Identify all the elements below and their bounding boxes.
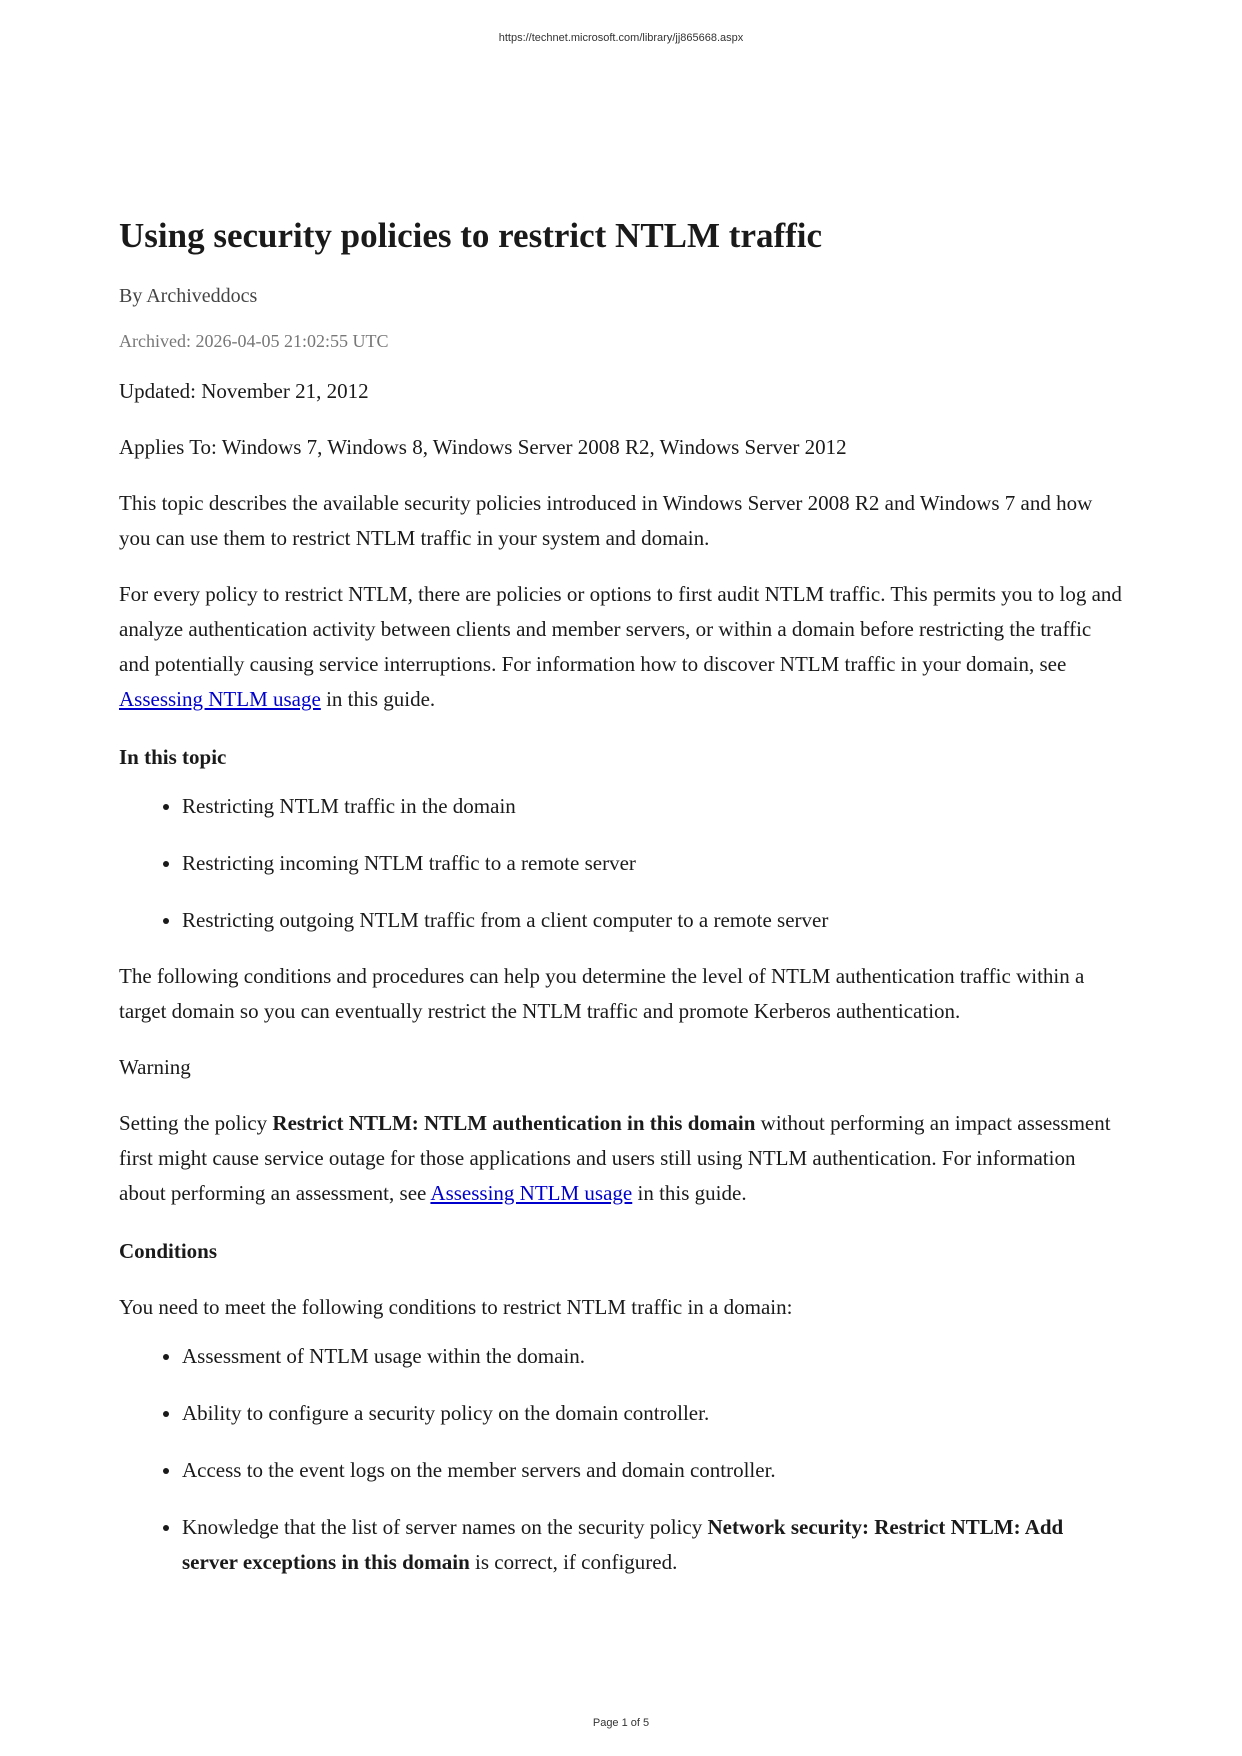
conditions-intro-paragraph: The following conditions and procedures can help you determine the level of NTLM authentication traffic within a target domain so you can eventually restrict the NTLM traffic and promote Kerberos authentication. <box>119 964 1085 1023</box>
warning-paragraph <box>119 1106 1124 1211</box>
audit-paragraph <box>119 577 1124 717</box>
page-title: Using security policies to restrict NTLM traffic <box>119 216 823 255</box>
assessing-ntlm-usage-link-2[interactable]: Assessing NTLM usage <box>430 1181 633 1205</box>
audit-text: For every policy to restrict NTLM, there are policies or options to first audit NTLM traffic. This permits you to log and analyze authentication activity between clients and member servers, or within a domain before restricting the traffic and potentially causing service interruptions. For information how to discover NTLM traffic in your domain, see <box>119 582 1122 676</box>
conditions-list <box>119 1339 1124 1580</box>
warning-label: Warning <box>119 1055 191 1079</box>
policy-name: Restrict NTLM: NTLM authentication in this domain <box>272 1111 756 1135</box>
page-url: https://technet.microsoft.com/library/jj865668.aspx <box>498 32 744 44</box>
article <box>119 216 1124 1580</box>
list-item: • Restricting outgoing NTLM traffic from a client computer to a remote server <box>182 903 1124 938</box>
warning-text-middle: without performing an impact assessment first might cause service outage for those applications and users still using NTLM authentication. For information about performing an assessment, see <box>119 1111 1111 1205</box>
applies-to: Applies To: Windows 7, Windows 8, Windows Server 2008 R2, Windows Server 2012 <box>119 435 847 459</box>
list-item: • Assessment of NTLM usage within the domain. <box>182 1339 1124 1374</box>
warning-text: Setting the policy <box>119 1111 273 1135</box>
list-item-text: Knowledge that the list of server names on the security policy <box>182 1515 708 1539</box>
list-item: • Restricting NTLM traffic in the domain <box>182 789 1124 824</box>
byline: By Archiveddocs <box>119 285 258 307</box>
list-item: • Access to the event logs on the member servers and domain controller. <box>182 1453 1124 1488</box>
policy-name: Network security: Restrict NTLM: Add server exceptions in this domain <box>182 1515 1064 1574</box>
archived-timestamp: Archived: 2026-04-05 21:02:55 UTC <box>119 331 389 351</box>
updated-date: Updated: November 21, 2012 <box>119 379 369 403</box>
conditions-heading: Conditions <box>119 1239 218 1263</box>
list-item <box>182 1510 1124 1580</box>
in-this-topic-heading: In this topic <box>119 745 227 769</box>
conditions-list-intro: You need to meet the following conditions to restrict NTLM traffic in a domain: <box>119 1295 793 1319</box>
warning-text-end: in this guide. <box>632 1181 747 1205</box>
topic-list <box>119 789 1124 938</box>
intro-paragraph: This topic describes the available security policies introduced in Windows Server 2008 R2 and Windows 7 and how you can use them to restrict NTLM traffic in your system and domain. <box>119 491 1093 550</box>
audit-text-end: in this guide. <box>320 687 436 711</box>
list-item-text-end: is correct, if configured. <box>469 1550 678 1574</box>
list-item: • Ability to configure a security policy on the domain controller. <box>182 1396 1124 1431</box>
list-item: • Restricting incoming NTLM traffic to a remote server <box>182 846 1124 881</box>
assessing-ntlm-usage-link[interactable]: Assessing NTLM usage <box>119 687 321 711</box>
page-number: Page 1 of 5 <box>592 1717 650 1729</box>
